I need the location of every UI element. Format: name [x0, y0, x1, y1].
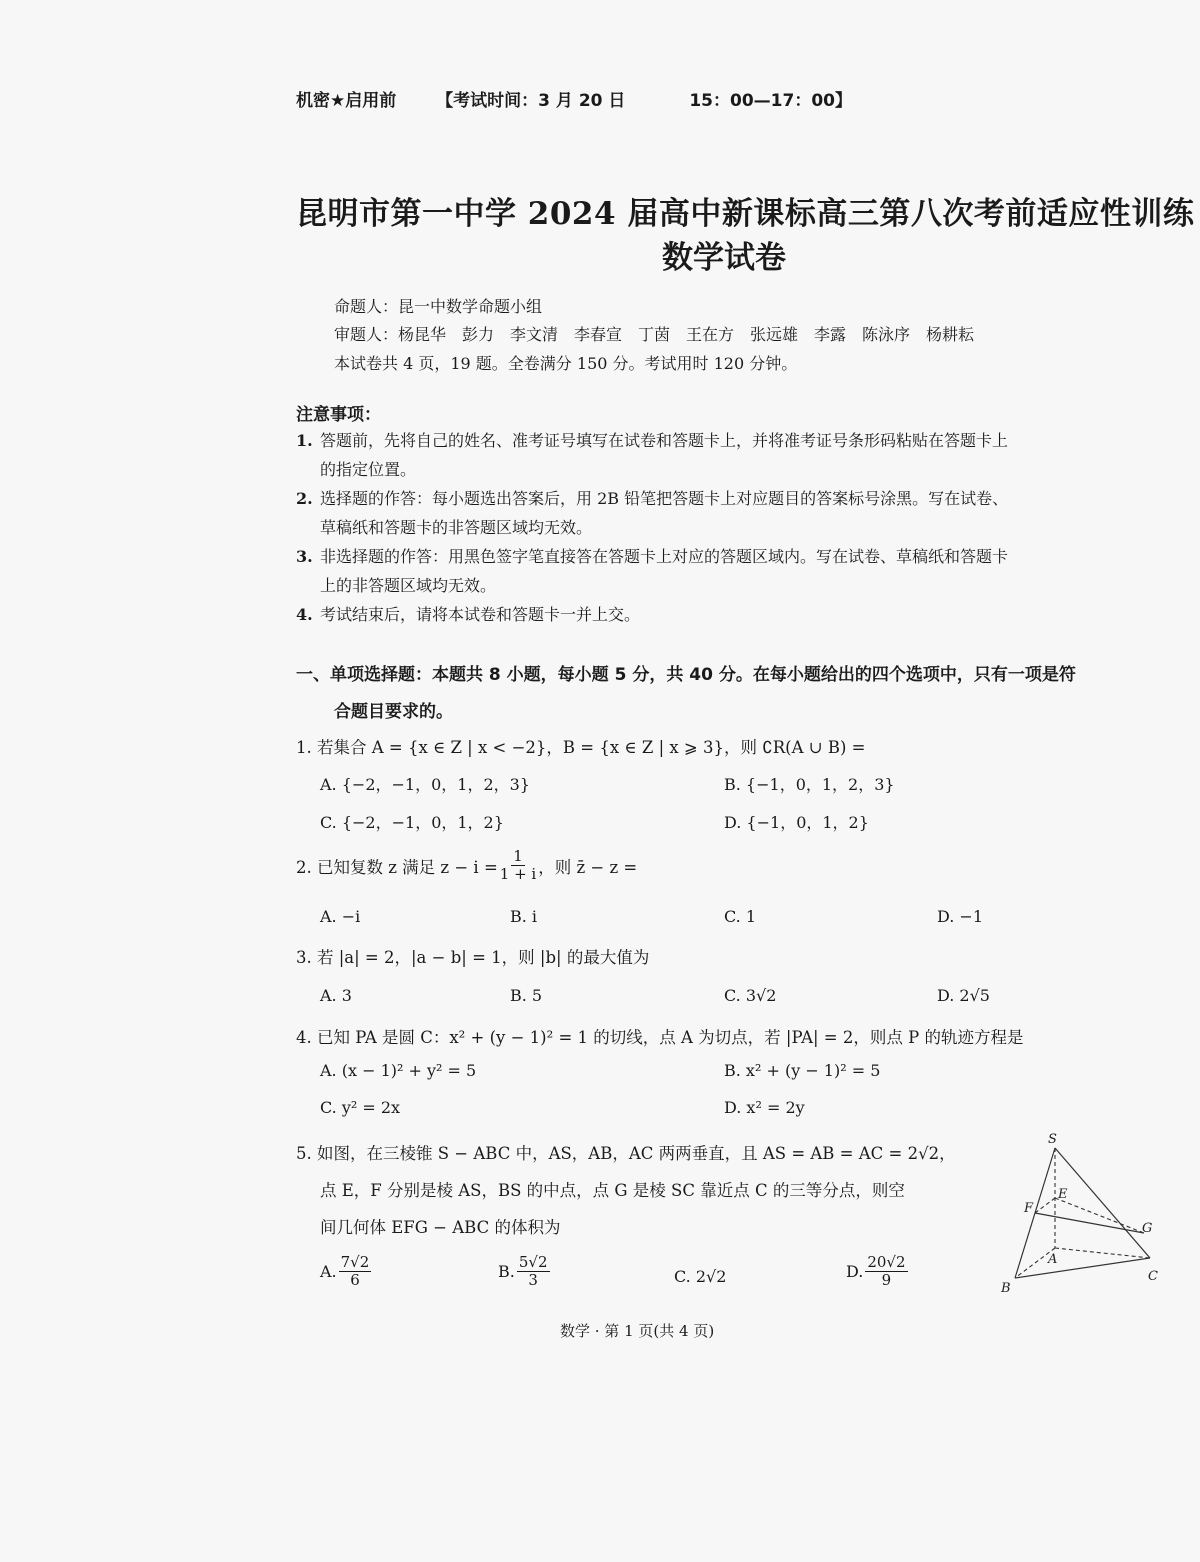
- note-number: 4.: [296, 605, 313, 624]
- q4-option-c: C. y² = 2x: [320, 1098, 401, 1117]
- q5-option-b-label: B.: [498, 1262, 515, 1281]
- paper-title: 昆明市第一中学 2024 届高中新课标高三第八次考前适应性训练: [296, 196, 1195, 232]
- q4-option-b: B. x² + (y − 1)² = 5: [724, 1061, 881, 1080]
- q4-option-a: A. (x − 1)² + y² = 5: [320, 1061, 477, 1080]
- note-text: 非选择题的作答：用黑色签字笔直接答在答题卡上对应的答题区域内。写在试卷、草稿纸和答题卡: [320, 547, 1009, 566]
- note-number: 3.: [296, 547, 313, 566]
- q5-d-num: 20√2: [867, 1253, 906, 1271]
- question-1-stem: 1. 若集合 A = {x ∈ Z | x < −2}，B = {x ∈ Z | x ⩾ 3}，则 ∁R(A ∪ B) =: [296, 738, 866, 757]
- note-text: 选择题的作答：每小题选出答案后，用 2B 铅笔把答题卡上对应题目的答案标号涂黑。写在试卷、: [320, 489, 1009, 508]
- label-f: F: [1024, 1201, 1034, 1216]
- exam-time-range: 15：00—17：00】: [689, 91, 852, 111]
- label-g: G: [1142, 1221, 1153, 1236]
- label-c: C: [1148, 1269, 1158, 1284]
- q5-option-c: C. 2√2: [674, 1267, 727, 1286]
- note-text-cont: 的指定位置。: [320, 460, 417, 479]
- q5-b-num: 5√2: [518, 1253, 548, 1271]
- note-item: [296, 486, 1008, 509]
- q2-option-d: D. −1: [937, 907, 984, 926]
- q3-option-c: C. 3√2: [724, 986, 777, 1005]
- edge-fg: [1035, 1213, 1144, 1233]
- label-s: S: [1048, 1132, 1057, 1147]
- question-5-stem-cont: 点 E，F 分别是棱 AS，BS 的中点，点 G 是棱 SC 靠近点 C 的三等分点，则空: [320, 1181, 905, 1200]
- q5-d-den: 9: [881, 1271, 892, 1289]
- q5-option-d-label: D.: [846, 1262, 864, 1281]
- q5-option-b: [498, 1254, 552, 1289]
- edge-bc: [1015, 1258, 1150, 1278]
- q2-option-c: C. 1: [724, 907, 757, 926]
- section-heading: 一、单项选择题：本题共 8 小题，每小题 5 分，共 40 分。在每小题给出的四个选项中，只有一项是符: [296, 665, 1076, 685]
- label-b: B: [1001, 1281, 1011, 1296]
- paper-info: 本试卷共 4 页，19 题。全卷满分 150 分。考试用时 120 分钟。: [334, 354, 798, 373]
- edge-ac: [1055, 1248, 1150, 1258]
- q5-option-a-label: A.: [320, 1262, 337, 1281]
- q1-option-a: A. {−2，−1，0，1，2，3}: [320, 775, 530, 794]
- edge-sc: [1055, 1148, 1153, 1258]
- q2-fraction: [500, 848, 536, 883]
- exam-time: 【考试时间：3 月 20 日: [436, 91, 626, 111]
- q5-option-a: [320, 1254, 373, 1289]
- note-text: 考试结束后，请将本试卷和答题卡一并上交。: [320, 605, 641, 624]
- q2-frac-den: 1 + i: [499, 865, 537, 883]
- q4-option-d: D. x² = 2y: [724, 1098, 805, 1117]
- q2-stem-pre: 2. 已知复数 z 满足 z − i =: [296, 857, 498, 877]
- author-line: 命题人：昆一中数学命题小组: [334, 297, 543, 316]
- question-4-stem: 4. 已知 PA 是圆 C：x² + (y − 1)² = 1 的切线，点 A 为切点，若 |PA| = 2，则点 P 的轨迹方程是: [296, 1028, 1024, 1047]
- edge-fe: [1035, 1198, 1055, 1213]
- q3-option-b: B. 5: [510, 986, 543, 1005]
- exam-header: [296, 86, 852, 111]
- question-5-stem-cont: 间几何体 EFG − ABC 的体积为: [320, 1218, 561, 1237]
- q1-option-d: D. {−1，0，1，2}: [724, 813, 869, 832]
- secret-label: 机密★启用前: [296, 91, 397, 111]
- question-5-stem: 5. 如图，在三棱锥 S − ABC 中，AS，AB，AC 两两垂直，且 AS = AB = AC = 2√2，: [296, 1144, 956, 1163]
- reviewers-line: 审题人：杨昆华 彭力 李文清 李春宣 丁茵 王在方 张远雄 李露 陈泳序 杨耕耘: [334, 325, 975, 344]
- q2-option-b: B. i: [510, 907, 538, 926]
- note-number: 1.: [296, 431, 313, 450]
- q2-option-a: A. −i: [320, 907, 361, 926]
- note-number: 2.: [296, 489, 313, 508]
- q2-stem-post: ，则 z̄ − z =: [538, 857, 638, 877]
- label-e: E: [1058, 1187, 1068, 1202]
- note-item: [296, 602, 640, 625]
- note-text-cont: 上的非答题区域均无效。: [320, 576, 497, 595]
- question-3-stem: 3. 若 |a| = 2，|a − b| = 1，则 |b| 的最大值为: [296, 948, 650, 967]
- q5-option-d-frac: [865, 1254, 907, 1289]
- label-a: A: [1048, 1252, 1058, 1267]
- q5-b-den: 3: [528, 1271, 538, 1289]
- q5-a-num: 7√2: [340, 1253, 370, 1271]
- note-text: 答题前，先将自己的姓名、准考证号填写在试卷和答题卡上，并将准考证号条形码粘贴在答题卡上: [320, 431, 1009, 450]
- note-item: [296, 428, 1008, 451]
- question-2-stem: [296, 848, 637, 883]
- q5-option-d: [846, 1254, 910, 1289]
- edge-eg: [1055, 1198, 1144, 1233]
- note-item: [296, 544, 1008, 567]
- q5-option-b-frac: [517, 1254, 550, 1289]
- notes-title: 注意事项：: [296, 405, 381, 425]
- q5-option-a-frac: [339, 1254, 372, 1289]
- section-heading-cont: 合题目要求的。: [334, 702, 453, 722]
- q1-option-b: B. {−1，0，1，2，3}: [724, 775, 895, 794]
- q2-frac-num: 1: [513, 847, 523, 865]
- q1-option-c: C. {−2，−1，0，1，2}: [320, 813, 504, 832]
- page-footer: 数学 · 第 1 页(共 4 页): [560, 1322, 715, 1340]
- paper-subtitle: 数学试卷: [662, 240, 786, 276]
- q3-option-a: A. 3: [320, 986, 352, 1005]
- note-text-cont: 草稿纸和答题卡的非答题区域均无效。: [320, 518, 593, 537]
- q5-a-den: 6: [350, 1271, 360, 1289]
- pyramid-figure: [995, 1128, 1170, 1298]
- q3-option-d: D. 2√5: [937, 986, 990, 1005]
